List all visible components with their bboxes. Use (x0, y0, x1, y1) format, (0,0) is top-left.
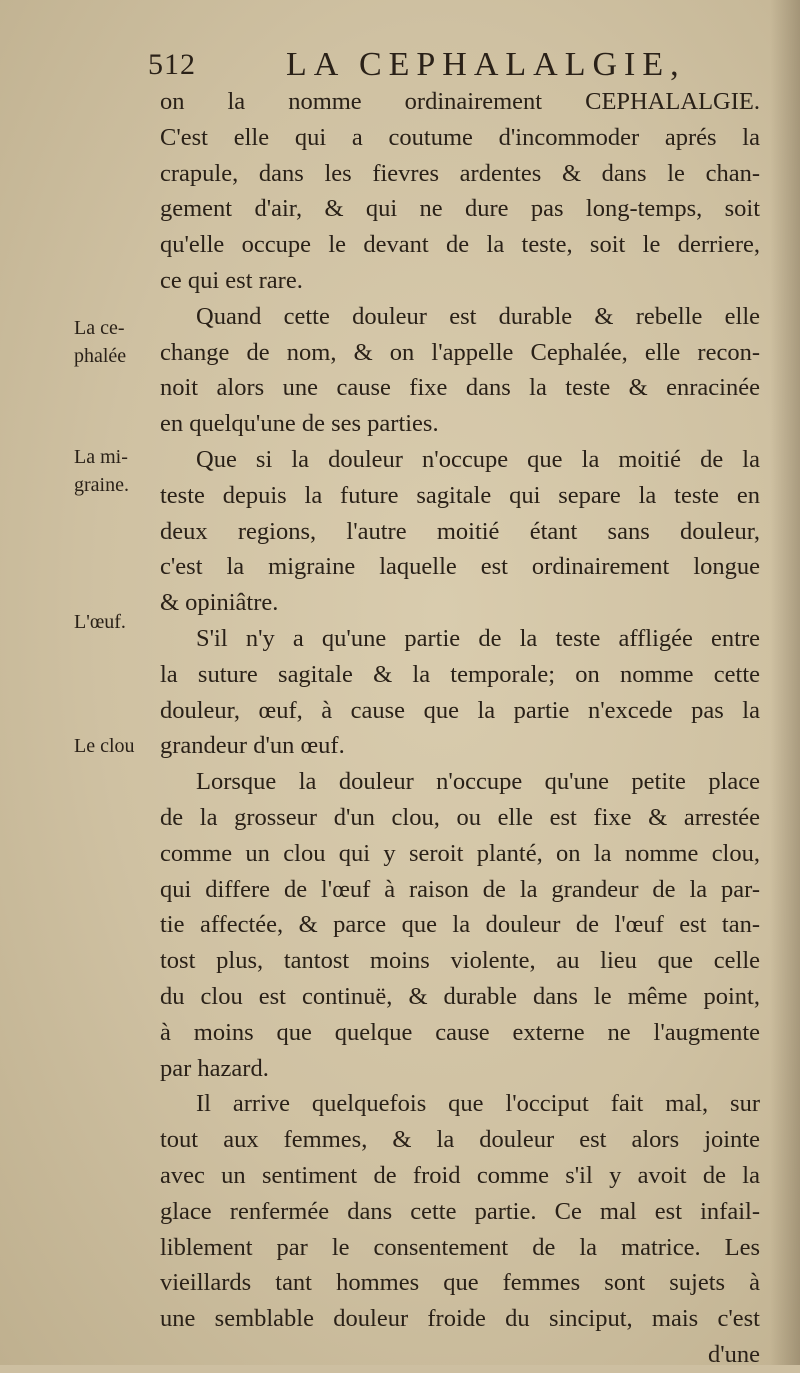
text-line-content: Il arrive quelquefois que l'occiput fait mal, sur (196, 1090, 760, 1118)
text-line (160, 514, 760, 550)
text-line (160, 1051, 760, 1087)
margin-note-cephalee (74, 314, 158, 370)
catchword-line (160, 1337, 760, 1373)
catchword: d'une (707, 1340, 760, 1368)
text-line (160, 299, 760, 335)
text-line-content: S'il n'y a qu'une partie de la teste affligée entre (196, 624, 760, 652)
text-line-content: une semblable douleur froide du sinciput, mais c'est (160, 1305, 760, 1333)
text-line-content: gement d'air, & qui ne dure pas long-temps, soit (160, 195, 760, 223)
margin-note-line: Le clou (74, 735, 135, 757)
text-line-content: crapule, dans les fievres ardentes & dans le chan- (160, 159, 760, 187)
text-line-content: glace renfermée dans cette partie. Ce mal est infail- (160, 1197, 760, 1225)
text-line (160, 1086, 760, 1122)
text-line-content: en quelqu'une de ses parties. (160, 410, 439, 438)
text-line-content: avec un sentiment de froid comme s'il y avoit de la (160, 1161, 760, 1189)
text-line-content: de la grosseur d'un clou, ou elle est fixe & arrestée (160, 803, 760, 831)
text-line (160, 728, 760, 764)
text-line (160, 1230, 760, 1266)
margin-note-migraine (74, 443, 158, 499)
margin-note-line: L'œuf. (74, 611, 126, 633)
text-line (160, 693, 760, 729)
margin-note-line: La mi- graine. (74, 446, 129, 496)
text-line (160, 657, 760, 693)
text-line-content: tost plus, tantost moins violente, au lieu que celle (160, 947, 760, 975)
text-line (160, 1015, 760, 1051)
text-line-content: comme un clou qui y seroit planté, on la nomme clou, (160, 839, 760, 867)
text-line-content: qui differe de l'œuf à raison de la grandeur de la par- (160, 875, 760, 903)
text-line-content: Que si la douleur n'occupe que la moitié de la (196, 445, 760, 473)
page-number: 512 (148, 48, 196, 81)
text-line-content: Quand cette douleur est durable & rebelle elle (196, 302, 760, 330)
text-line-content: noit alors une cause fixe dans la teste & enracinée (160, 374, 760, 402)
text-line-content: tie affectée, & parce que la douleur de l'œuf est tan- (160, 911, 760, 939)
text-line-content: par hazard. (160, 1054, 269, 1082)
text-line-content: vieillards tant hommes que femmes sont sujets à (160, 1269, 760, 1297)
text-line (160, 979, 760, 1015)
text-line (160, 943, 760, 979)
text-line-content: Lorsque la douleur n'occupe qu'une petite place (196, 768, 760, 796)
text-line (160, 764, 760, 800)
text-line (160, 549, 760, 585)
text-line (160, 1158, 760, 1194)
text-line-content: on la nomme ordinairement CEPHALALGIE. (160, 88, 760, 115)
text-line-content: deux regions, l'autre moitié étant sans douleur, (160, 517, 760, 545)
text-line (160, 1265, 760, 1301)
text-line (160, 1301, 760, 1337)
text-line (160, 907, 760, 943)
margin-note-line: La ce- phalée (74, 317, 127, 367)
text-line (160, 191, 760, 227)
running-title: LA CEPHALALGIE, (286, 46, 686, 83)
text-line-content: à moins que quelque cause externe ne l'augmente (160, 1018, 760, 1046)
text-line-content: C'est elle qui a coutume d'incommoder aprés la (160, 123, 760, 151)
text-line (160, 836, 760, 872)
text-line (160, 621, 760, 657)
body-text (160, 84, 760, 1373)
margin-note-clou (74, 732, 158, 760)
text-line-content: la suture sagitale & la temporale; on nomme cette (160, 660, 760, 688)
text-line-content: teste depuis la future sagitale qui separe la teste en (160, 481, 760, 509)
margin-note-oeuf (74, 608, 158, 636)
text-line-content: du clou est continuë, & durable dans le même point, (160, 982, 760, 1010)
text-line (160, 335, 760, 371)
text-line (160, 478, 760, 514)
text-line-content: c'est la migraine laquelle est ordinairement longue (160, 553, 760, 581)
text-line-content: ce qui est rare. (160, 266, 303, 294)
text-line (160, 585, 760, 621)
text-line (160, 1122, 760, 1158)
text-line (160, 263, 760, 299)
text-line (160, 1194, 760, 1230)
text-line-content: douleur, œuf, à cause que la partie n'excede pas la (160, 696, 760, 724)
text-line-content: & opiniâtre. (160, 589, 279, 617)
text-line-content: qu'elle occupe le devant de la teste, soit le derriere, (160, 231, 760, 259)
text-line-content: liblement par le consentement de la matrice. Les (160, 1233, 760, 1261)
text-line-content: grandeur d'un œuf. (160, 732, 345, 760)
text-line (160, 442, 760, 478)
text-line-content: tout aux femmes, & la douleur est alors jointe (160, 1126, 760, 1154)
page-header (118, 44, 686, 88)
text-line (160, 227, 760, 263)
page-edge-shadow (770, 0, 800, 1365)
text-line-content: change de nom, & on l'appelle Cephalée, elle recon- (160, 338, 760, 366)
text-line (160, 120, 760, 156)
text-line (160, 800, 760, 836)
text-line (160, 406, 760, 442)
text-line (160, 156, 760, 192)
text-line (160, 84, 760, 120)
text-line (160, 370, 760, 406)
text-line (160, 872, 760, 908)
